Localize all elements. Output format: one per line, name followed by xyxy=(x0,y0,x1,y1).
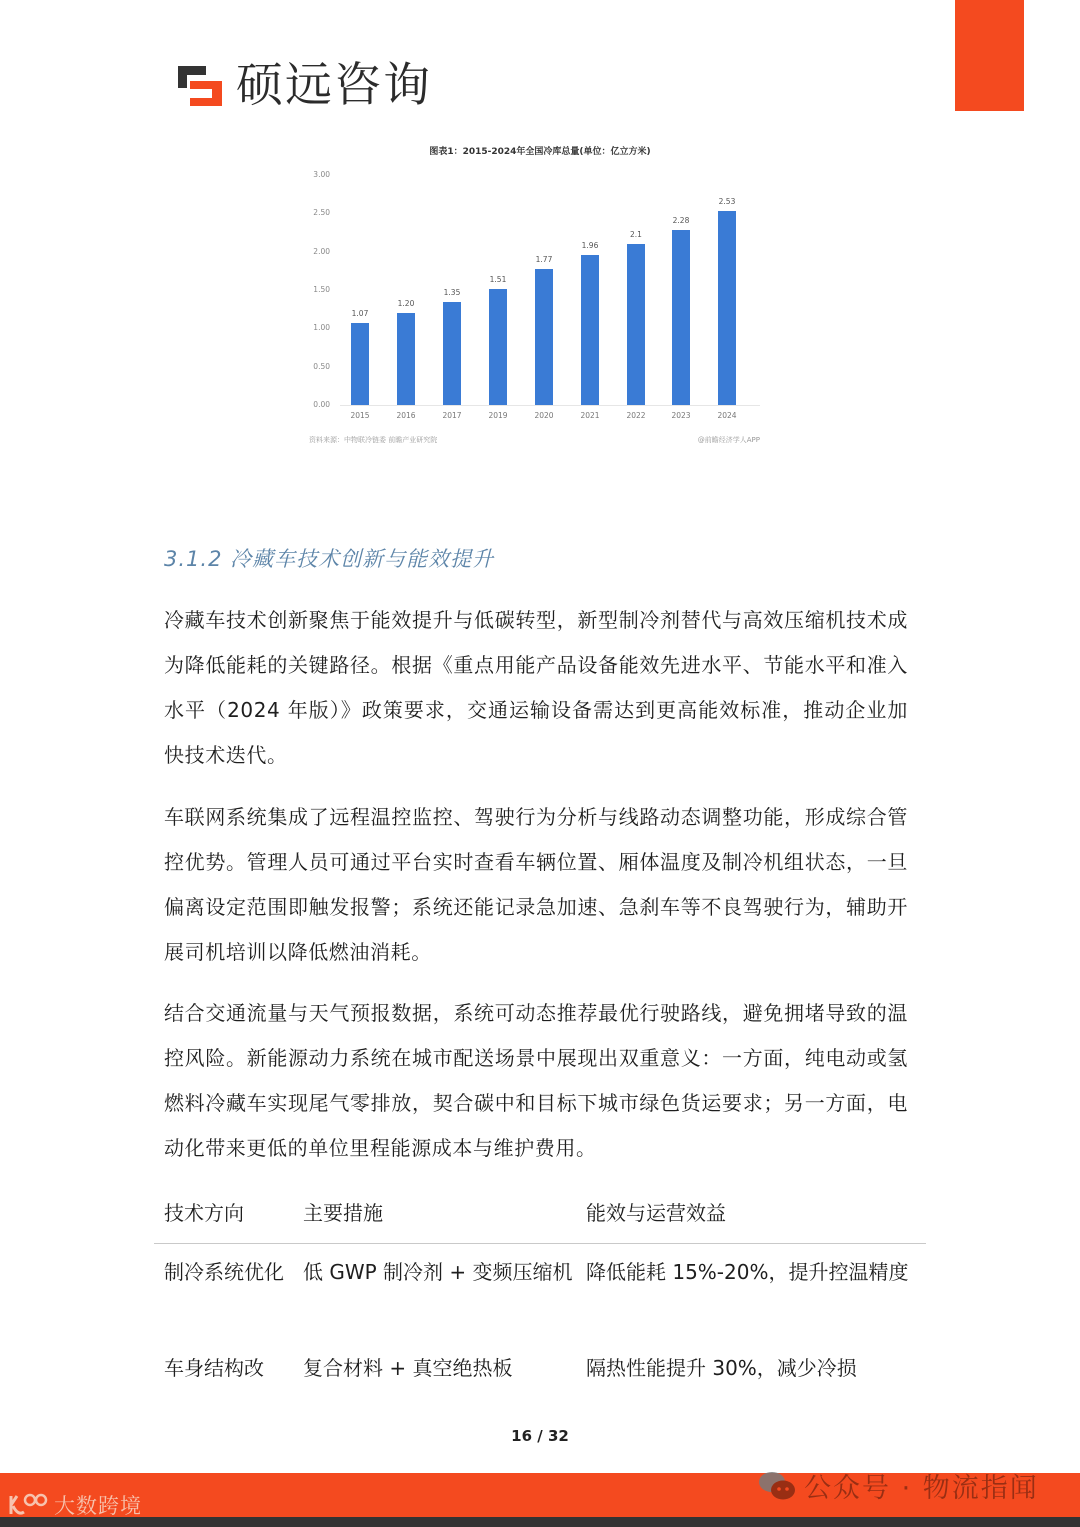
watermark-right-text: 公众号 · 物流指闻 xyxy=(804,1473,1039,1504)
chart-bar xyxy=(627,244,645,405)
x-tick-label: 2015 xyxy=(350,411,370,420)
table-row xyxy=(154,1244,926,1346)
table-header-cell: 技术方向 xyxy=(164,1201,244,1225)
chart-bar xyxy=(489,289,507,405)
bar-value-label: 1.35 xyxy=(443,287,461,297)
chart-bar xyxy=(718,211,736,405)
corner-accent-tab xyxy=(955,0,1024,111)
chart-bar xyxy=(397,313,415,405)
table-cell: 低 GWP 制冷剂 + 变频压缩机 xyxy=(303,1260,573,1284)
y-tick-label: 1.00 xyxy=(313,323,330,333)
x-tick-label: 2022 xyxy=(626,411,646,420)
table-header-cell: 主要措施 xyxy=(303,1201,383,1225)
bar-value-label: 1.20 xyxy=(397,299,415,308)
paragraph-1: 冷藏车技术创新聚焦于能效提升与低碳转型，新型制冷剂替代与高效压缩机技术成为降低能耗的关键路径。根据《重点用能产品设备能效先进水平、节能水平和准入水平（2024 年版）》政策要求，交通运输设备需达到更高能效标准，推动企业加快技术迭代。 xyxy=(164,608,908,767)
tech-table xyxy=(154,1190,926,1398)
watermark-logo-icon xyxy=(8,1492,48,1518)
chart-credit: @前瞻经济学人APP xyxy=(697,436,760,444)
x-tick-label: 2017 xyxy=(442,411,462,420)
watermark-left xyxy=(8,1490,142,1520)
paragraph-3: 结合交通流量与天气预报数据，系统可动态推荐最优行驶路线，避免拥堵导致的温控风险。新能源动力系统在城市配送场景中展现出双重意义：一方面，纯电动或氢燃料冷藏车实现尾气零排放，契合碳中和目标下城市绿色货运要求；另一方面，电动化带来更低的单位里程能源成本与维护费用。 xyxy=(164,1001,908,1160)
table-header-row xyxy=(154,1190,926,1244)
paragraph-2: 车联网系统集成了远程温控监控、驾驶行为分析与线路动态调整功能，形成综合管控优势。管理人员可通过平台实时查看车辆位置、厢体温度及制冷机组状态，一旦偏离设定范围即触发报警；系统还能记录急加速、急刹车等不良驾驶行为，辅助开展司机培训以降低燃油消耗。 xyxy=(164,805,908,964)
logo-text: 硕远咨询 xyxy=(236,58,432,113)
bar-value-label: 2.1 xyxy=(630,230,642,239)
bar-value-label: 2.28 xyxy=(672,216,690,226)
footer-dark-strip xyxy=(0,1517,1080,1527)
brand-logo xyxy=(176,60,432,112)
bar-value-label: 1.77 xyxy=(535,255,553,265)
y-tick-label: 0.00 xyxy=(313,400,330,409)
bar-value-label: 2.53 xyxy=(718,197,736,207)
table-cell: 车身结构改 xyxy=(164,1356,264,1380)
table-header-cell: 能效与运营效益 xyxy=(586,1201,726,1225)
x-tick-label: 2023 xyxy=(671,411,691,420)
y-tick-label: 0.50 xyxy=(313,361,330,371)
section-title: 3.1.2 冷藏车技术创新与能效提升 xyxy=(164,547,495,571)
logo-mark-icon xyxy=(176,64,224,108)
x-tick-label: 2019 xyxy=(488,411,508,420)
chart-bar xyxy=(351,323,369,405)
x-tick-label: 2020 xyxy=(534,411,554,420)
chart-title: 图表1：2015-2024年全国冷库总量(单位：亿立方米) xyxy=(429,147,651,157)
y-tick-label: 3.00 xyxy=(313,170,330,179)
chart-bar xyxy=(443,302,461,406)
table-row xyxy=(154,1346,926,1398)
x-tick-label: 2021 xyxy=(580,411,600,420)
table-cell: 降低能耗 15%-20%，提升控温精度 xyxy=(586,1260,909,1284)
watermark-right xyxy=(758,1466,1039,1505)
table-cell: 隔热性能提升 30%，减少冷损 xyxy=(586,1356,857,1380)
y-tick-label: 2.00 xyxy=(313,246,330,256)
x-tick-label: 2024 xyxy=(717,411,737,420)
chart-source: 资料来源：中物联冷链委 前瞻产业研究院 xyxy=(309,436,438,444)
page-number: 16 / 32 xyxy=(511,1427,569,1445)
chart-baseline xyxy=(340,405,760,406)
table-cell: 制冷系统优化 xyxy=(164,1260,284,1284)
y-tick-label: 1.50 xyxy=(313,285,330,294)
table-cell: 复合材料 + 真空绝热板 xyxy=(303,1356,513,1380)
bar-value-label: 1.96 xyxy=(581,240,599,250)
chart-bar xyxy=(535,269,553,405)
bar-value-label: 1.07 xyxy=(351,308,369,318)
watermark-left-text: 大数跨境 xyxy=(54,1494,142,1518)
y-tick-label: 2.50 xyxy=(313,208,330,218)
wechat-icon xyxy=(758,1470,796,1502)
bar-value-label: 1.51 xyxy=(489,275,507,285)
chart-bar xyxy=(672,230,690,405)
chart-bar xyxy=(581,255,599,405)
bar-chart xyxy=(300,138,780,458)
x-tick-label: 2016 xyxy=(396,411,416,420)
